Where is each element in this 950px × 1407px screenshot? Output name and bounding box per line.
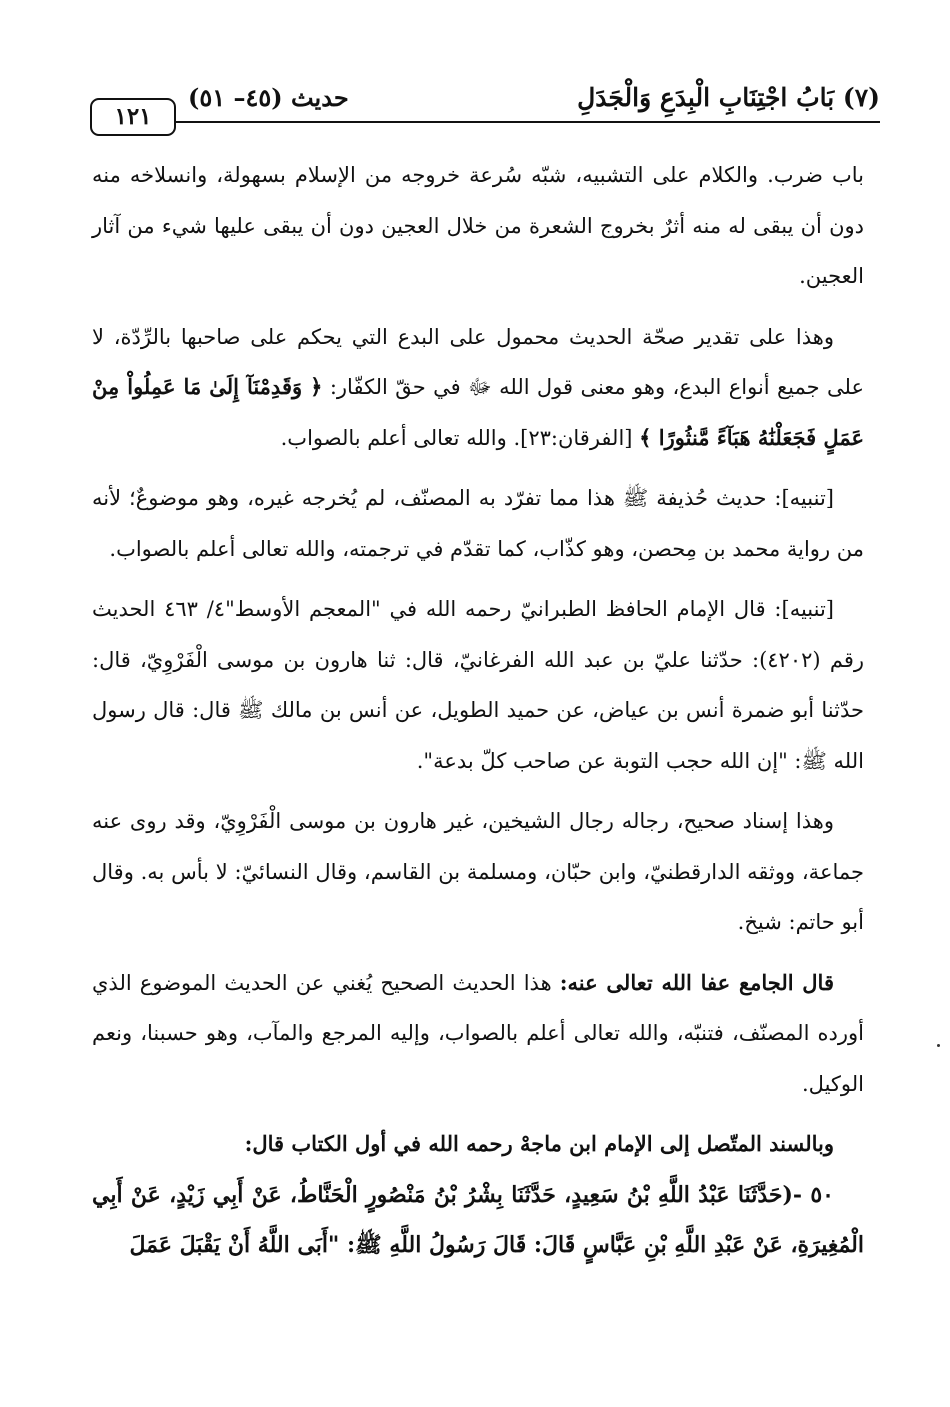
interpretation-closing: [الفرقان:٢٣]. والله تعالى أعلم بالصواب. [280,425,633,450]
quran-verse: ﴿ وَقَدِمْنَآ إِلَىٰ مَا عَمِلُواْ مِنْ عَمَلٍ فَجَعَلْنَٰهُ هَبَآءً مَّنثُورًا ﴾ [92,374,864,450]
paragraph-isnad-assessment: وهذا إسناد صحيح، رجاله رجال الشيخين، غير هارون بن موسى الْفَرْوِيّ، وقد روى عنه جماعة، ووثقه الدارقطنيّ، وابن حبّان، ومسلمة بن القاسم، وقال النسائيّ: لا بأس به. وقال أبو حاتم: شيخ. [92,809,864,934]
compiler-lead: قال الجامع عفا الله تعالى عنه: [559,969,834,995]
compiler-text: هذا الحديث الصحيح يُغني عن الحديث الموضوع الذي أورده المصنّف، فتنبّه، والله تعالى أعلم بالصواب، وإليه المرجع والمآب، وهو حسبنا، ونعم الوكيل. [92,970,864,1096]
note-text: قال الإمام الحافظ الطبرانيّ رحمه الله في "المعجم الأوسط"٤/ ٤٦٣ الحديث رقم (٤٢٠٢): حدّثنا عليّ بن عبد الله الفرغانيّ، قال: ثنا هارون بن موسى الْفَرْوِيّ، قال: حدّثنا أبو ضمرة أنس بن عياض، عن حميد الطويل، عن أنس بن مالك ﷺ قال: قال رسول الله ﷺ: "إن الله حجب التوبة عن صاحب كلّ بدعة". [92,597,865,773]
header-rule [172,121,880,123]
hadith-50: ٥٠ -(حَدَّثَنَا عَبْدُ اللَّهِ بْنُ سَعِيدٍ، حَدَّثَنَا بِشْرُ بْنُ مَنْصُورٍ الْحَنَّاطُ، عَنْ أَبِي زَيْدٍ، عَنْ أَبِي الْمُغِيرَةِ، عَنْ عَبْدِ اللَّهِ بْنِ عَبَّاسٍ قَالَ: قَالَ رَسُولُ اللَّهِ ﷺ: "أَبَى اللَّهُ أَنْ يَقْبَلَ عَمَلَ [92,1181,864,1258]
note-text: حديث حُذيفة ﷺ هذا مما تفرّد به المصنّف، لم يُخرجه غيره، وهو موضوعٌ؛ لأنه من رواية محمد بن مِحصن، وهو كذّاب، كما تقدّم في ترجمته، والله تعالى أعلم بالصواب. [92,486,864,561]
note-label: [تنبيه]: [774,486,834,510]
interpretation-text: وهذا على تقدير صحّة الحديث محمول على البدع التي يحكم على صاحبها بالرِّدّة، لا على جميع أنواع البدع، وهو معنى قول الله ﷻ في حقّ الكفّار: [92,324,864,399]
note-label: [تنبيه]: [774,597,834,621]
paragraph-explanation: باب ضرب. والكلام على التشبيه، شبّه سُرعة خروجه من الإسلام بسهولة، وانسلاخه منه دون أن يبقى له منه أثرٌ بخروج الشعرة من خلال العجين دون أن يبقى عليها شيء من آثار العجين. [92,163,864,288]
paragraph-note-2 [92,584,864,786]
isnad-heading: وبالسند المتّصل إلى الإمام ابن ماجهْ رحمه الله في أول الكتاب قال: [244,1131,834,1156]
running-header [90,78,880,138]
chapter-title: (٧) بَابُ اجْتِنَابِ الْبِدَعِ وَالْجَدَلِ [577,83,880,112]
page-body [92,150,864,1271]
paragraph-note-1 [92,473,864,574]
paragraph-compiler-remark [92,958,864,1110]
page-number: ١٢١ [90,98,176,136]
paragraph-interpretation [92,312,864,464]
hadith-range: حديث (٤٥– ٥١) [188,83,349,112]
margin-dot [937,1044,940,1047]
